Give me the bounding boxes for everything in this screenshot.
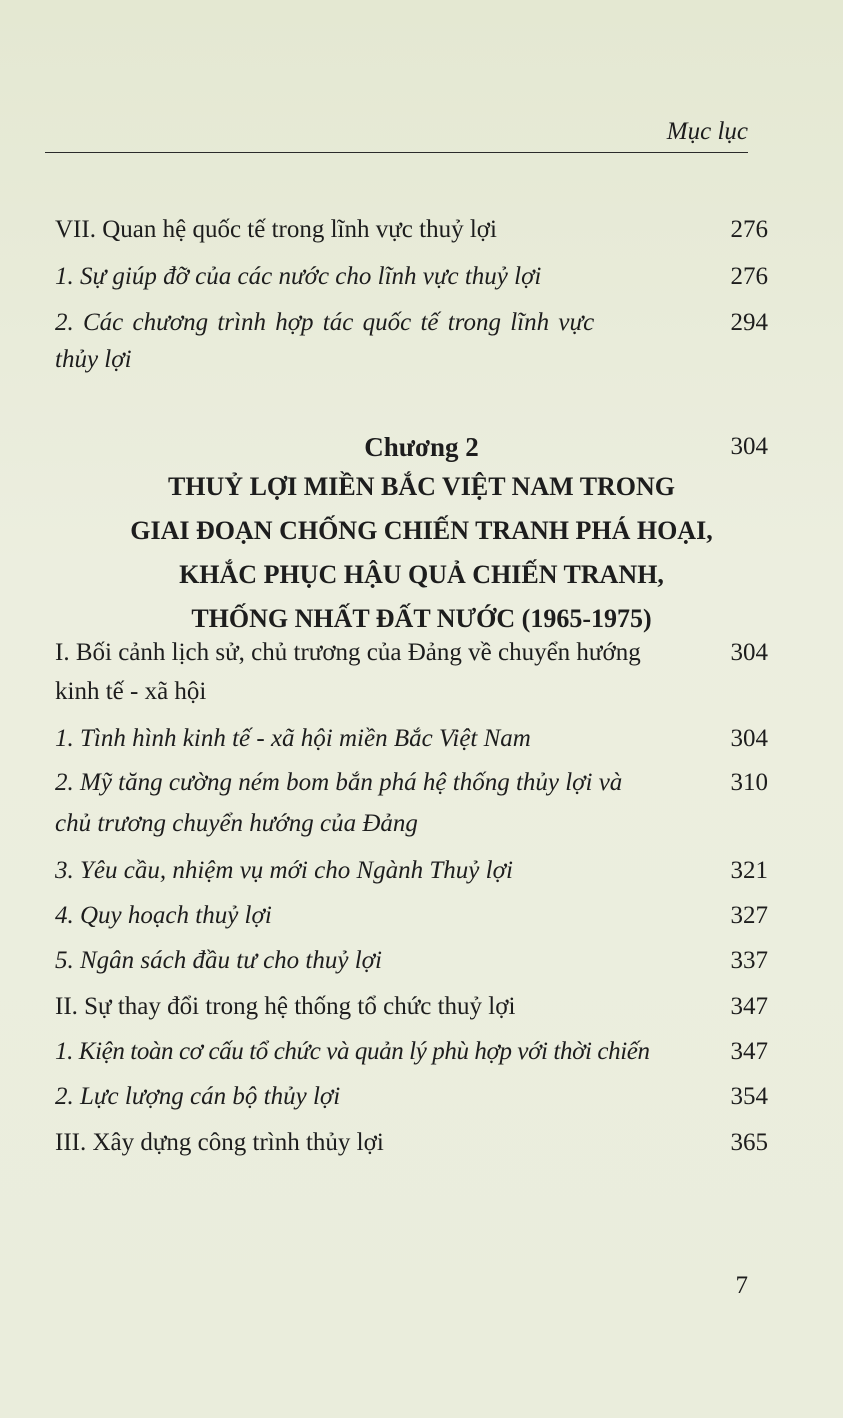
chapter-page: 304 xyxy=(730,433,768,460)
toc-entry-page: 276 xyxy=(730,216,768,243)
toc-entry-text: II. Sự thay đổi trong hệ thống tổ chức thuỷ lợi xyxy=(55,993,516,1020)
toc-entry-text-continued: kinh tế - xã hội xyxy=(55,678,207,705)
chapter-title-line: THỐNG NHẤT ĐẤT NƯỚC (1965-1975) xyxy=(191,604,652,633)
page-number: 7 xyxy=(735,1272,748,1299)
chapter-title-line: THUỶ LỢI MIỀN BẮC VIỆT NAM TRONG xyxy=(167,472,676,501)
running-header-title: Mục lục xyxy=(666,118,748,145)
toc-entry-text: VII. Quan hệ quốc tế trong lĩnh vực thuỷ lợi xyxy=(55,216,497,243)
toc-entry-text: I. Bối cảnh lịch sử, chủ trương của Đảng về chuyển hướng xyxy=(55,639,641,666)
toc-entry-text: 3. Yêu cầu, nhiệm vụ mới cho Ngành Thuỷ lợi xyxy=(55,857,513,884)
toc-entry-page: 321 xyxy=(730,857,768,884)
toc-entry-page: 327 xyxy=(730,902,768,929)
toc-entry-page: 347 xyxy=(730,993,768,1020)
toc-entry-text-continued: thủy lợi xyxy=(55,346,132,373)
chapter-title-line: KHẮC PHỤC HẬU QUẢ CHIẾN TRANH, xyxy=(179,560,664,589)
toc-entry-text: 1. Tình hình kinh tế - xã hội miền Bắc Việt Nam xyxy=(55,725,531,752)
toc-entry-text: 1. Kiện toàn cơ cấu tổ chức và quản lý phù hợp với thời chiến xyxy=(55,1038,650,1065)
toc-entry-page: 347 xyxy=(730,1038,768,1065)
toc-entry-text: 1. Sự giúp đỡ của các nước cho lĩnh vực thuỷ lợi xyxy=(55,263,542,290)
header-divider xyxy=(45,152,748,153)
toc-entry-text: 2. Lực lượng cán bộ thủy lợi xyxy=(55,1083,341,1110)
toc-entry-page: 337 xyxy=(730,947,768,974)
toc-entry-text: 4. Quy hoạch thuỷ lợi xyxy=(55,902,272,929)
toc-entry-page: 276 xyxy=(730,263,768,290)
toc-entry-text: III. Xây dựng công trình thủy lợi xyxy=(55,1129,384,1156)
toc-entry-page: 354 xyxy=(730,1083,768,1110)
toc-entry-text-continued: chủ trương chuyển hướng của Đảng xyxy=(55,810,418,837)
toc-entry-text: 2. Mỹ tăng cường ném bom bắn phá hệ thống thủy lợi và xyxy=(55,769,623,796)
toc-entry-page: 304 xyxy=(730,725,768,752)
toc-entry-page: 365 xyxy=(730,1129,768,1156)
toc-entry-page: 310 xyxy=(730,769,768,796)
toc-entry-text: 2. Các chương trình hợp tác quốc tế trong lĩnh vực xyxy=(55,309,595,336)
toc-entry-text: 5. Ngân sách đầu tư cho thuỷ lợi xyxy=(55,947,382,974)
chapter-label: Chương 2 xyxy=(364,432,479,462)
chapter-title-line: GIAI ĐOẠN CHỐNG CHIẾN TRANH PHÁ HOẠI, xyxy=(130,516,713,545)
toc-entry-page: 294 xyxy=(730,309,768,336)
toc-entry-page: 304 xyxy=(730,639,768,666)
